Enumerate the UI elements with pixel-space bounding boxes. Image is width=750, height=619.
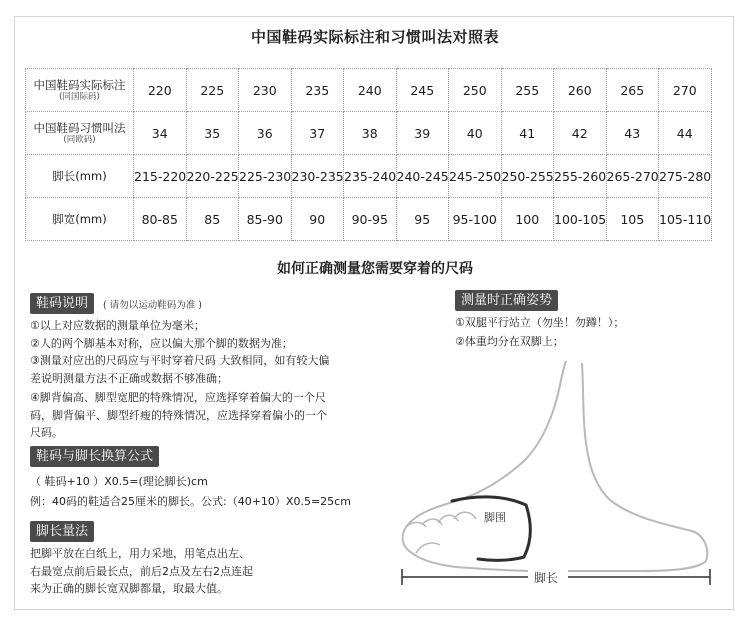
foot-illustration	[392, 355, 722, 595]
table-cell: 230-235	[291, 155, 344, 198]
table-title: 中国鞋码实际标注和习惯叫法对照表	[250, 28, 499, 46]
table-cell: 36	[239, 112, 292, 155]
size-note-line: ④脚背偏高、脚型宽肥的特殊情况，应选择穿着偏大的一个尺	[30, 391, 326, 404]
table-row	[26, 69, 712, 112]
row-header-label: 脚长(mm)	[52, 168, 107, 183]
formula-example: 例：40码的鞋适合25厘米的脚长。公式:（40+10）X0.5=25cm	[30, 495, 351, 508]
table-cell: 275-280	[659, 155, 712, 198]
table-cell: 225-230	[239, 155, 292, 198]
row-header	[26, 112, 134, 155]
table-cell: 270	[659, 69, 712, 112]
table-cell: 100	[501, 198, 554, 241]
size-note-line: ③测量对应出的尺码应与平时穿着尺码 大致相同，如有较大偏	[30, 354, 330, 367]
table-row	[26, 198, 712, 241]
table-row	[26, 112, 712, 155]
size-note-tag: 鞋码说明	[30, 293, 94, 314]
row-header-label: 中国鞋码习惯叫法	[33, 120, 126, 135]
table-cell: 215-220	[134, 155, 187, 198]
posture-line: ②体重均分在双脚上；	[455, 335, 564, 348]
table-cell: 34	[134, 112, 187, 155]
row-header	[26, 198, 134, 241]
table-cell: 90-95	[344, 198, 397, 241]
table-cell: 255	[501, 69, 554, 112]
size-note-line: ①以上对应数据的测量单位为毫米；	[30, 319, 205, 332]
measure-title: 如何正确测量您需要穿着的尺码	[277, 261, 473, 277]
row-header-sub: (同国际码)	[59, 91, 100, 102]
method-line: 右最宽点前后最长点，前后2点及左右2点连起	[30, 564, 253, 578]
table-cell: 38	[344, 112, 397, 155]
formula-text	[30, 472, 400, 512]
table-cell: 220	[134, 69, 187, 112]
table-cell: 105	[606, 198, 659, 241]
row-header-label: 脚宽(mm)	[52, 211, 107, 226]
method-line: 来为正确的脚长宽双脚都量，取最大值。	[30, 582, 228, 595]
table-cell: 245-250	[449, 155, 502, 198]
size-note-line: 尺码。	[30, 426, 63, 439]
table-cell: 42	[554, 112, 607, 155]
table-cell: 240	[344, 69, 397, 112]
method-tag: 脚长量法	[30, 521, 94, 542]
girth-band	[452, 497, 530, 560]
length-label: 脚长	[534, 571, 559, 585]
table-cell: 95	[396, 198, 449, 241]
table-cell: 235	[291, 69, 344, 112]
table-cell: 265-270	[606, 155, 659, 198]
table-cell: 35	[186, 112, 239, 155]
table-cell: 80-85	[134, 198, 187, 241]
posture-tag: 测量时正确姿势	[455, 290, 558, 311]
size-note-hint: ( 请勿以运动鞋码为准 )	[103, 300, 202, 311]
toe-lines	[406, 512, 476, 553]
table-cell: 220-225	[186, 155, 239, 198]
table-cell: 235-240	[344, 155, 397, 198]
posture-text	[455, 313, 725, 351]
table-cell: 85-90	[239, 198, 292, 241]
table-cell: 245	[396, 69, 449, 112]
table-cell: 260	[554, 69, 607, 112]
table-cell: 95-100	[449, 198, 502, 241]
table-cell: 105-110	[659, 198, 712, 241]
size-note-text	[30, 317, 390, 442]
row-header-label: 中国鞋码实际标注	[33, 77, 126, 92]
table-cell: 230	[239, 69, 292, 112]
size-note-line: ②人的两个脚基本对称，应以偏大那个脚的数据为准；	[30, 336, 293, 350]
table-cell: 250	[449, 69, 502, 112]
formula-line: （ 鞋码+10 ）X0.5=(理论脚长)cm	[30, 475, 208, 488]
table-cell: 37	[291, 112, 344, 155]
formula-tag: 鞋码与脚长换算公式	[30, 446, 159, 467]
size-table	[25, 68, 712, 241]
table-cell: 240-245	[396, 155, 449, 198]
table-cell: 90	[291, 198, 344, 241]
row-header-sub: (同欧码)	[63, 134, 96, 145]
table-row	[26, 155, 712, 198]
foot-outline	[403, 361, 708, 571]
table-cell: 44	[659, 112, 712, 155]
table-cell: 39	[396, 112, 449, 155]
table-cell: 255-260	[554, 155, 607, 198]
table-cell: 265	[606, 69, 659, 112]
table-cell: 250-255	[501, 155, 554, 198]
posture-line: ①双腿平行站立（勿坐！勿蹲！）；	[455, 316, 625, 329]
table-cell: 41	[501, 112, 554, 155]
girth-label: 脚围	[484, 511, 506, 524]
row-header	[26, 69, 134, 112]
size-note-line: 码，脚背偏平、脚型纤瘦的特殊情况，应选择穿着偏小的一个	[30, 408, 327, 422]
table-cell: 40	[449, 112, 502, 155]
table-cell: 85	[186, 198, 239, 241]
table-cell: 100-105	[554, 198, 607, 241]
row-header	[26, 155, 134, 198]
size-note-line: 差说明测量方法不正确或数据不够准确；	[30, 371, 228, 385]
table-cell: 225	[186, 69, 239, 112]
table-cell: 43	[606, 112, 659, 155]
method-line: 把脚平放在白纸上，用力采地，用笔点出左、	[30, 547, 250, 560]
method-text	[30, 545, 330, 598]
